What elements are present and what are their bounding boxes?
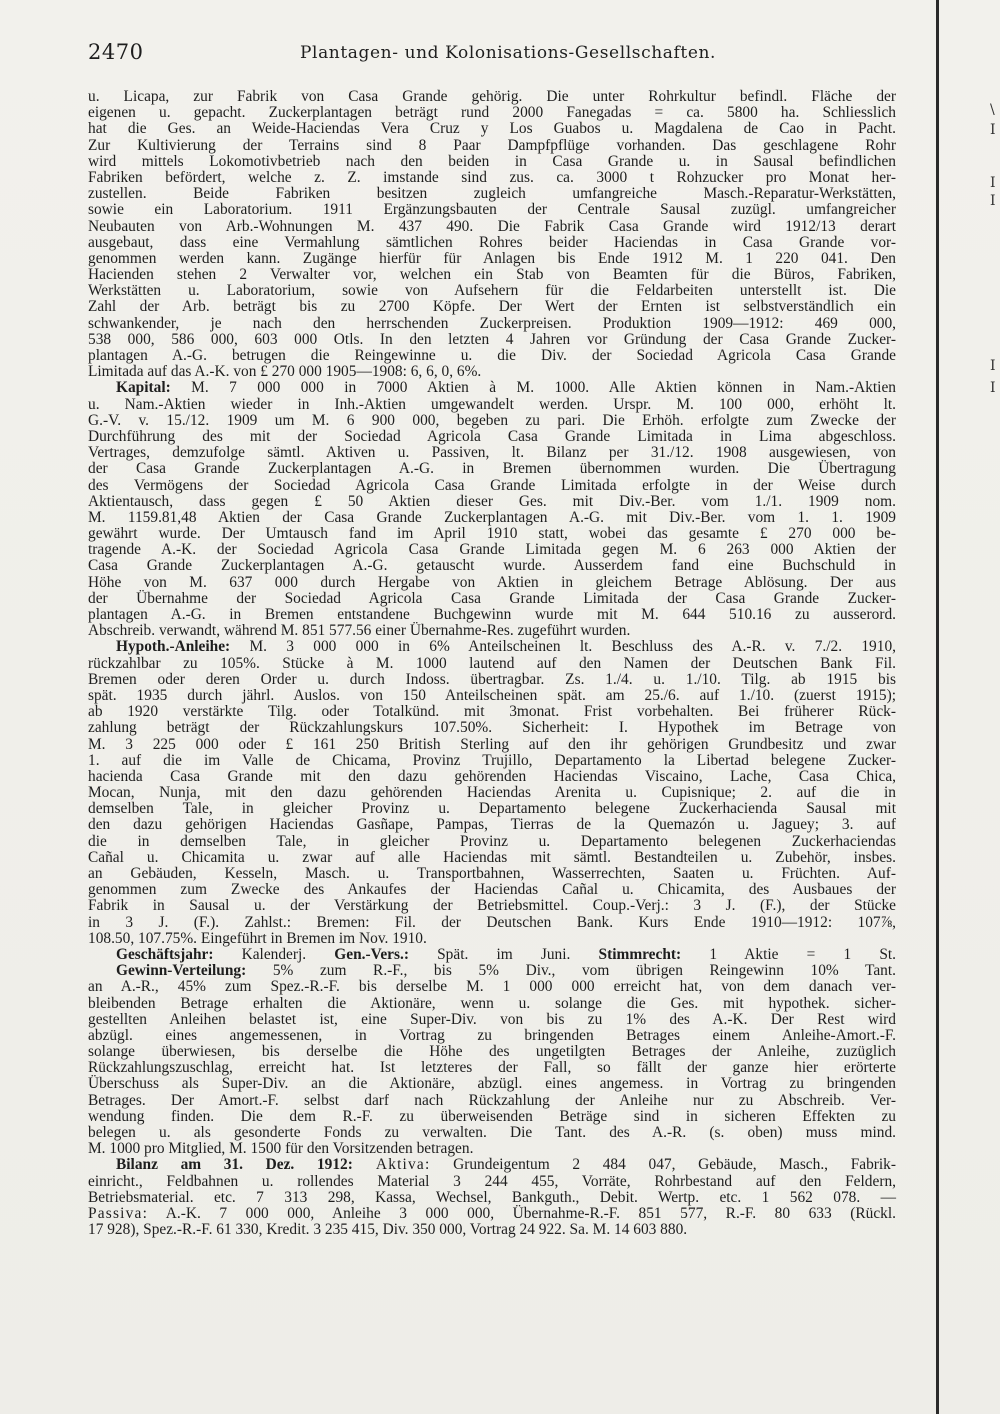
section-heading: Stimmrecht: xyxy=(598,945,682,963)
text-line xyxy=(88,834,896,850)
text-line xyxy=(88,607,896,623)
text-run: G.-V. v. 15./12. 1909 um M. 6 900 000, begeben zu pari. Die Erhöh. erfolgte zum Zwecke der xyxy=(88,411,896,429)
section-heading: Gewinn-Verteilung: xyxy=(116,962,247,980)
text-run: 538 000, 586 000, 603 000 Otls. In den letzten 4 Jahren vor Gründung der Casa Grande Zucker- xyxy=(88,330,896,348)
text-run: Betriebsmaterial. etc. 7 313 298, Kassa, Wechsel, Bankguth., Debit. Wertp. etc. 1 562 078. — xyxy=(88,1188,896,1206)
text-run: Bremen oder deren Order u. durch Indoss. übertragbar. Zs. 1./4. u. 1./10. Tilg. ab 1915 bis xyxy=(88,670,896,688)
text-line xyxy=(88,1060,896,1076)
text-line xyxy=(88,251,896,267)
text-run: demselben Tale, in gleicher Provinz u. Departamento belegene Zuckerhacienda Sausal mit xyxy=(88,800,896,818)
text-line xyxy=(88,235,896,251)
text-line xyxy=(88,1174,896,1190)
text-run: Vertrages, demzufolge sämtl. Aktiven u. Passiven, lt. Bilanz per 31./12. 1908 ausgewiesen, von xyxy=(88,444,896,462)
text-line xyxy=(88,316,896,332)
text-line xyxy=(88,397,896,413)
text-run: Cañal u. Chicamita u. zwar auf alle Haciendas mit sämtl. Bestandteilen u. Zubehör, insbes. xyxy=(88,848,896,866)
text-run: Aktientausch, dass gegen £ 50 Aktien dieser Ges. mit Div.-Ber. vom 1./1. 1909 nom. xyxy=(88,492,896,510)
text-line xyxy=(88,688,896,704)
margin-mark: I xyxy=(990,122,996,138)
text-run: 17 928), Spez.-R.-F. 61 330, Kredit. 3 235 415, Div. 350 000, Vortrag 24 922. Sa. M. 14 603 880. xyxy=(88,1221,688,1239)
text-line xyxy=(88,931,896,947)
text-run: A.-K. 7 000 000, Anleihe 3 000 000, Übernahme-R.-F. 851 577, R.-F. 80 633 (Rückl. xyxy=(148,1204,896,1222)
text-run: hat die Ges. an Weide-Haciendas Vera Cruz y Los Guabos u. Magdalena de Cao in Pacht. xyxy=(88,120,896,138)
text-run: der Casa Grande Zuckerplantagen A.-G. in Bremen übernommen wurden. Die Übertragung xyxy=(88,460,896,478)
binding-edge-line xyxy=(936,0,939,1414)
text-line xyxy=(88,979,896,995)
text-run: M. 7 000 000 in 7000 Aktien à M. 1000. Alle Aktien können in Nam.-Aktien xyxy=(170,379,896,397)
text-line xyxy=(88,1109,896,1125)
text-run: belegen u. als gesonderte Fonds zu verwalten. Die Tant. des A.-R. (s. oben) muss mind. xyxy=(88,1124,896,1141)
margin-mark: I xyxy=(990,358,996,374)
text-line xyxy=(88,850,896,866)
text-line xyxy=(88,639,896,655)
text-line xyxy=(88,720,896,736)
text-run: M. 3 225 000 oder £ 161 250 British Sterling auf den ihr gehörigen Grundbesitz und zwar xyxy=(88,735,896,753)
text-line xyxy=(88,1012,896,1028)
text-run: Fabrik in Sausal u. der Verstärkung der Betriebsmittel. Coup.-Verj.: 3 J. (F.), der Stücke xyxy=(88,897,896,915)
text-run: M. 1000 pro Mitglied, M. 1500 für den Vorsitzenden betragen. xyxy=(88,1140,474,1158)
text-run: wird mittels Lokomotivbetrieb nach den beiden in Casa Grande u. in Sausal befindlichen xyxy=(88,152,896,170)
text-line xyxy=(88,461,896,477)
text-line xyxy=(88,591,896,607)
text-line xyxy=(88,332,896,348)
text-run: Mocan, Nunja, mit den dazu gehörenden Haciendas Arenita u. Cupisnique; 2. auf die in xyxy=(88,784,896,802)
text-run: zustellen. Beide Fabriken besitzen zugleich umfangreiche Masch.-Reparatur-Werkstätten, xyxy=(88,185,896,203)
text-line xyxy=(88,413,896,429)
text-run: Zahl der Arb. beträgt bis zu 2700 Köpfe. Der Wert der Ernten ist selbstverständlich ein xyxy=(88,298,896,316)
section-heading: Hypoth.-Anleihe: xyxy=(116,638,231,656)
text-run: 1. auf die im Valle de Chicama, Provinz Trujillo, Departamento la Libertad belegene Zucker- xyxy=(88,751,896,769)
text-run: der Übernahme der Sociedad Agricola Casa Grande Limitada der Casa Grande Zucker- xyxy=(88,589,896,607)
running-title: Plantagen- und Kolonisations-Gesellschaften. xyxy=(300,43,717,63)
text-line xyxy=(88,478,896,494)
text-run: an Gebäuden, Kesseln, Masch. u. Transportbahnen, Wasserrechten, Saaten u. Früchten. Auf- xyxy=(88,865,896,882)
text-run: u. Nam.-Aktien wieder in Inh.-Aktien umgewandelt werden. Urspr. M. 100 000, erhöht lt. xyxy=(88,395,896,413)
text-run: bleibenden Betrage erhalten die Aktionäre, wenn u. solange die Ges. mit hypothek. sicher- xyxy=(88,994,896,1012)
text-line xyxy=(88,737,896,753)
text-line xyxy=(88,1028,896,1044)
text-run: schwankender, je nach den herrschenden Zuckerpreisen. Produktion 1909—1912: 469 000, xyxy=(88,314,896,332)
text-line xyxy=(88,656,896,672)
text-run: Betrages. Der Amort.-F. selbst darf nach Rückzahlung der Anleihe nur zu Abschreib. Ver- xyxy=(88,1091,896,1109)
text-line xyxy=(88,1222,896,1238)
text-run: gestellten Anleihen belastet ist, eine Super-Div. von bis zu 1% des A.-K. Der Rest wird xyxy=(88,1010,896,1028)
text-run: den dazu gehörigen Haciendas Gasñape, Pampas, Tierras de la Quemazón u. Jaguey; 3. auf xyxy=(88,816,896,834)
text-run: genommen werden kann. Zugänge hierfür für Anlagen bis Ende 1912 M. 1 220 041. Den xyxy=(88,249,896,267)
text-run: gewährt wurde. Der Umtausch fand im April 1910 statt, wobei das gesamte £ 270 000 be- xyxy=(88,525,896,543)
text-line xyxy=(88,1157,896,1173)
text-run: 108.50, 107.75%. Eingeführt in Bremen im Nov. 1910. xyxy=(88,929,427,947)
text-run: genommen zum Zwecke des Ankaufes der Haciendas Cañal u. Chicamita, des Ausbaues der xyxy=(88,881,896,899)
text-run: sowie ein Laboratorium. 1911 Ergänzungsbauten der Centrale Sausal zuzügl. umfangreicher xyxy=(88,201,896,219)
spaced-label: Aktiva: xyxy=(352,1156,431,1174)
text-line xyxy=(88,445,896,461)
text-run: u. Licapa, zur Fabrik von Casa Grande gehörig. Die unter Rohrkultur befindl. Fläche der xyxy=(88,88,896,105)
text-line xyxy=(88,494,896,510)
text-line xyxy=(88,121,896,137)
text-line xyxy=(88,89,896,105)
margin-mark: I xyxy=(990,175,996,191)
text-run: Rückzahlungszuschlag, erreicht hat. Ist letzteres der Fall, so fällt der ganze hier erörterte xyxy=(88,1059,896,1077)
text-line xyxy=(88,105,896,121)
text-run: spät. 1935 durch jährl. Auslos. von 150 Anteilscheinen spät. am 25./6. auf 1./10. (zuerst 1915); xyxy=(88,686,896,704)
text-line xyxy=(88,219,896,235)
text-run: Durchführung des mit der Sociedad Agricola Casa Grande Limitada in Lima abgeschloss. xyxy=(88,427,896,445)
text-line xyxy=(88,1044,896,1060)
text-run: M. 1159.81,48 Aktien der Casa Grande Zuckerplantagen A.-G. mit Div.-Ber. vom 1. 1. 1909 xyxy=(88,508,896,526)
text-line xyxy=(88,138,896,154)
text-line xyxy=(88,801,896,817)
text-run: Hacienden stehen 2 Verwalter vor, welchen ein Stab von Beamten für die Büros, Fabriken, xyxy=(88,266,896,284)
text-line xyxy=(88,898,896,914)
text-line xyxy=(88,380,896,396)
text-run: des Vermögens der Sociedad Agricola Casa Grande Limitada erfolgte in der Weise durch xyxy=(88,476,896,494)
text-line xyxy=(88,558,896,574)
text-line xyxy=(88,186,896,202)
text-run: Limitada auf das A.-K. von £ 270 000 1905—1908: 6, 6, 0, 6%. xyxy=(88,363,482,381)
text-line xyxy=(88,154,896,170)
text-line xyxy=(88,429,896,445)
text-line xyxy=(88,785,896,801)
text-run: wendung finden. Die dem R.-F. zu überweisenden Beträge sind in sicheren Effekten zu xyxy=(88,1107,896,1125)
text-run: Grundeigentum 2 484 047, Gebäude, Masch., Fabrik- xyxy=(430,1156,896,1174)
text-line xyxy=(88,672,896,688)
text-line xyxy=(88,769,896,785)
section-heading: Geschäftsjahr: xyxy=(116,945,214,963)
text-run: plantagen A.-G. in Bremen entstandene Buchgewinn wurde mit M. 644 510.16 zu ausserord. xyxy=(88,606,896,623)
spaced-label: Passiva: xyxy=(88,1204,149,1222)
text-line xyxy=(88,1141,896,1157)
text-line xyxy=(88,915,896,931)
text-run: Zur Kultivierung der Terrains sind 8 Paar Dampfpflüge vorhanden. Das geschlagene Rohr xyxy=(88,136,896,154)
page-header xyxy=(88,40,896,70)
section-heading: Kapital: xyxy=(116,379,171,397)
text-run: in 3 J. (F.). Zahlst.: Bremen: Fil. der Deutschen Bank. Kurs Ende 1910—1912: 107⅞, xyxy=(88,913,896,931)
text-run: 5% zum R.-F., bis 5% Div., vom übrigen Reingewinn 10% Tant. xyxy=(246,962,896,980)
text-run: Abschreib. verwandt, während M. 851 577.56 einer Übernahme-Res. zugeführt wurden. xyxy=(88,622,631,640)
text-run: ausgebaut, dass eine Vermahlung sämtlichen Rohres beider Haciendas in Casa Grande vor- xyxy=(88,233,896,251)
margin-mark: \ xyxy=(990,102,995,118)
text-run: ab 1920 verstärkte Tilg. oder Totalkünd. mit 3monat. Frist vorbehalten. Bei früherer Rück- xyxy=(88,703,896,721)
article-body xyxy=(88,89,896,1238)
text-line xyxy=(88,283,896,299)
text-run: solange überwiesen, bis derselbe die Höhe des ungetilgten Betrages der Anleihe, zuzüglich xyxy=(88,1043,896,1061)
text-line xyxy=(88,542,896,558)
text-run: abzügl. eines angemessenen, in Vortrag zu bringenden Betrages einem Anleihe-Amort.-F. xyxy=(88,1026,896,1044)
text-run: Werkstätten u. Laboratorium, sowie von Aufsehern für die Feldarbeiten unterstellt ist. Die xyxy=(88,282,896,300)
text-run: an A.-R., 45% zum Spez.-R.-F. bis derselbe M. 1 000 000 erreicht hat, von dem danach ver- xyxy=(88,978,896,996)
text-line xyxy=(88,202,896,218)
text-run: hacienda Casa Grande mit den dazu gehörenden Haciendas Viscaino, Lache, Casa Chica, xyxy=(88,767,896,785)
text-run: rückzahlbar zu 105%. Stücke à M. 1000 lautend auf den Namen der Deutschen Bank Fil. xyxy=(88,654,896,672)
text-line xyxy=(88,1076,896,1092)
text-line xyxy=(88,267,896,283)
text-line xyxy=(88,299,896,315)
text-run: Fabriken befördert, welche z. Z. imstande sind zus. ca. 3000 t Rohzucker pro Monat her- xyxy=(88,168,896,186)
page-number: 2470 xyxy=(88,40,144,64)
text-line xyxy=(88,348,896,364)
text-run: plantagen A.-G. betrugen die Reingewinne u. die Div. der Sociedad Agricola Casa Grande xyxy=(88,347,896,364)
text-line xyxy=(88,526,896,542)
text-line xyxy=(88,623,896,639)
text-line xyxy=(88,1093,896,1109)
text-line xyxy=(88,996,896,1012)
text-run: 1 Aktie = 1 St. xyxy=(681,945,897,963)
section-heading: Gen.-Vers.: xyxy=(334,945,409,963)
text-line xyxy=(88,963,896,979)
text-line xyxy=(88,575,896,591)
text-run: Neubauten von Arb.-Wohnungen M. 437 490. Die Fabrik Casa Grande wird 1912/13 derart xyxy=(88,217,896,235)
text-line xyxy=(88,753,896,769)
section-heading: Bilanz am 31. Dez. 1912: xyxy=(116,1156,353,1174)
text-run: eigenen u. gepacht. Zuckerplantagen beträgt rund 2000 Fanegadas = ca. 5800 ha. Schliesslich xyxy=(88,104,896,122)
text-run: M. 3 000 000 in 6% Anteilscheinen lt. Beschluss des A.-R. v. 7./2. 1910, xyxy=(230,638,896,656)
text-run: Spät. im Juni. xyxy=(408,945,599,963)
text-line xyxy=(88,1125,896,1141)
text-run: Casa Grande Zuckerplantagen A.-G. getauscht wurde. Ausserdem fand eine Buchschuld in xyxy=(88,557,896,575)
text-line xyxy=(88,947,896,963)
text-line xyxy=(88,817,896,833)
margin-mark: I xyxy=(990,193,996,209)
text-line xyxy=(88,704,896,720)
text-line xyxy=(88,1206,896,1222)
text-run: Höhe von M. 637 000 durch Hergabe von Aktien in gleichem Betrage Ablösung. Der aus xyxy=(88,573,896,591)
text-run: Kalenderj. xyxy=(213,945,335,963)
margin-mark: I xyxy=(990,380,996,396)
text-line xyxy=(88,882,896,898)
text-run: tragende A.-K. der Sociedad Agricola Casa Grande Limitada gegen M. 6 263 000 Aktien der xyxy=(88,541,896,559)
text-line xyxy=(88,510,896,526)
text-line xyxy=(88,866,896,882)
text-run: zahlung beträgt der Rückzahlungskurs 107.50%. Sicherheit: I. Hypothek im Betrage von xyxy=(88,719,896,737)
text-run: Überschuss als Super-Div. an die Aktionäre, abzügl. eines angemess. in Vortrag zu bringenden xyxy=(88,1075,896,1093)
text-line xyxy=(88,170,896,186)
text-run: einricht., Feldbahnen u. rollendes Material 3 244 455, Vorräte, Rohrbestand auf den Feldern, xyxy=(88,1172,896,1190)
text-line xyxy=(88,1190,896,1206)
text-line xyxy=(88,364,896,380)
text-run: die in demselben Tale, in gleicher Provinz u. Departamento belegenen Zuckerhaciendas xyxy=(88,832,896,850)
